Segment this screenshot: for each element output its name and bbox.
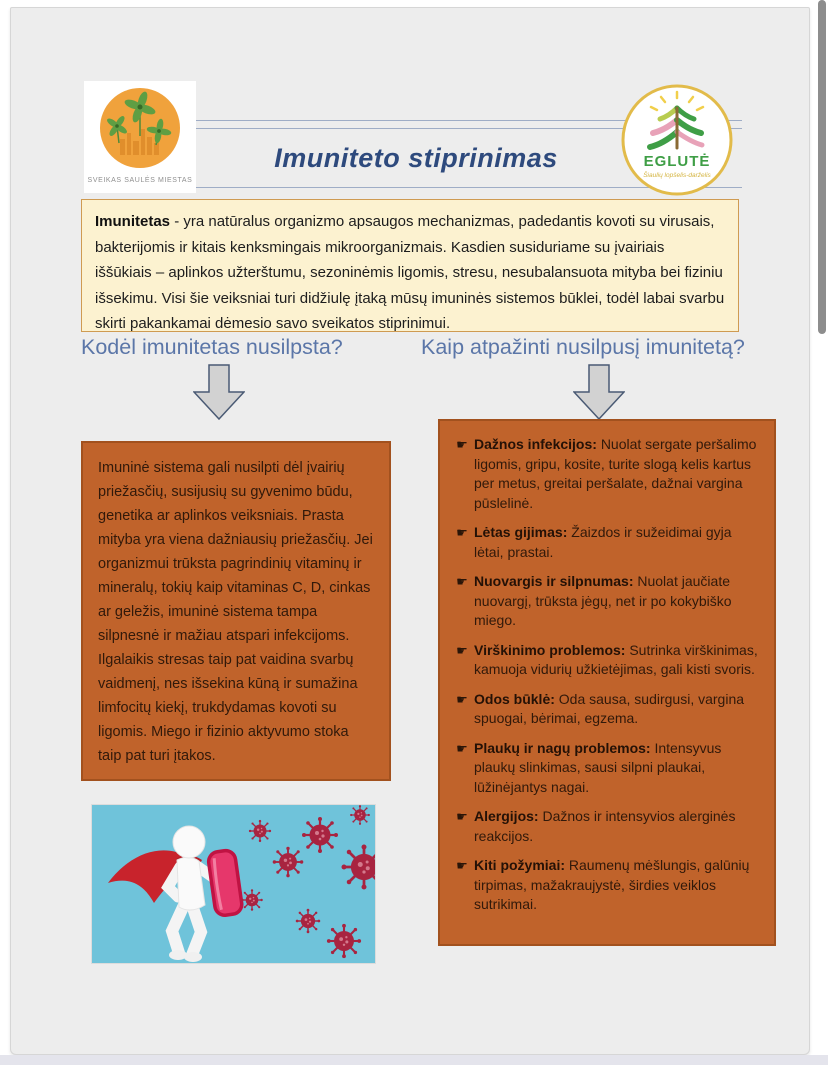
symptom-desc: Sutrinka virškinimas, kamuoja vidurių užkietėjimas, gali kisti svoris.	[474, 641, 758, 677]
intro-box	[81, 199, 739, 332]
symptom-desc: Oda sausa, sudirgusi, vargina spuogai, bėrimai, egzema.	[474, 690, 745, 726]
symptom-text	[474, 523, 762, 562]
symptom-desc: Raumenų mėšlungis, galūnių tirpimas, mažakraujystė, širdies veiklos sutrikimai.	[474, 857, 750, 912]
logo-right-subtitle: Šiaulių lopšelis-darželis	[643, 172, 711, 179]
heading-how-to-recognize: Kaip atpažinti nusilpusį imunitetą?	[421, 335, 745, 359]
pointing-hand-icon: ☛	[456, 574, 468, 589]
symptom-label: Odos būklė:	[474, 690, 555, 707]
symptom-label: Virškinimo problemos:	[474, 641, 626, 658]
symptom-label: Nuovargis ir silpnumas:	[474, 573, 634, 589]
symptoms-box	[438, 419, 776, 946]
list-item	[450, 690, 762, 729]
list-item	[450, 435, 762, 513]
viewer-background	[0, 1055, 828, 1065]
list-item	[450, 807, 762, 846]
intro-lead: Imunitetas	[95, 213, 171, 230]
symptom-text	[474, 807, 762, 846]
symptom-text	[474, 435, 762, 513]
pointing-hand-icon: ☛	[456, 809, 468, 824]
symptom-label: Plaukų ir nagų problemos:	[474, 739, 651, 756]
list-item	[450, 856, 762, 915]
symptom-desc: Dažnos ir intensyvios alerginės reakcijos.	[474, 808, 736, 844]
reasons-box	[81, 441, 391, 781]
figure-vs-virus-illustration	[92, 805, 375, 963]
pointing-hand-icon: ☛	[456, 740, 468, 756]
symptom-desc: Nuolat jaučiate nuovargį, trūksta jėgų, net ir po kokybiško miego.	[474, 573, 732, 628]
symptoms-list	[450, 435, 762, 915]
symptom-desc: Žaizdos ir sužeidimai gyja lėtai, prastai.	[474, 524, 732, 560]
list-item	[450, 739, 762, 798]
immunity-hero-image	[91, 804, 376, 964]
heading-why-weakens: Kodėl imunitetas nusilpsta?	[81, 335, 343, 359]
symptom-text	[474, 641, 762, 680]
logo-left-caption: SVEIKAS SAULĖS MIESTAS	[87, 177, 193, 184]
symptom-text	[474, 856, 762, 915]
symptom-text	[474, 690, 762, 729]
down-arrow-icon	[193, 364, 245, 420]
page-title: Imuniteto stiprinimas	[274, 142, 558, 173]
symptom-label: Alergijos:	[474, 808, 539, 824]
symptom-text	[474, 739, 762, 798]
list-item	[450, 523, 762, 562]
symptom-label: Dažnos infekcijos:	[474, 436, 597, 452]
sveikas-saules-miestas-logo	[84, 81, 196, 193]
document-page	[10, 7, 810, 1055]
scrollbar-thumb[interactable]	[818, 0, 826, 334]
symptom-text	[474, 572, 762, 631]
pointing-hand-icon: ☛	[456, 525, 468, 540]
eglute-logo	[619, 82, 735, 198]
intro-text: - yra natūralus organizmo apsaugos mechanizmas, padedantis kovoti su virusais, bakterijomis ir kitais kenksmingais mikroorganizmais. Kasdien susiduriame su įvairiais iššūkiais – aplinkos užterštumu, sezoninėmis ligomis, stresu, nesubalansuota mityba bei fiziniu išsekimu. Visi šie veiksniai turi didžiulę įtaką mūsų imuninės sistemos būklei, todėl labai svarbu skirti pakankamai dėmesio savo sveikatos stiprinimui.	[95, 213, 725, 332]
list-item	[450, 572, 762, 631]
down-arrow-icon	[573, 364, 625, 420]
reasons-text: Imuninė sistema gali nusilpti dėl įvairių priežasčių, susijusių su gyvenimo būdu, genetika ar aplinkos veiksniais. Prasta mityba yra viena dažniausių priežasčių. Jei organizmui trūksta pagrindinių vitaminų ir mineralų, tokių kaip vitaminas C, D, cinkas ar geležis, imuninė sistema tampa silpnesnė ir mažiau atspari infekcijoms. Ilgalaikis stresas taip pat vaidina svarbų vaidmenį, nes išsekina kūną ir sumažina limfocitų kiekį, trukdydamas kovoti su ligomis. Miego ir fizinio aktyvumo stoka taip pat turi įtakos.	[98, 460, 373, 764]
symptom-label: Lėtas gijimas:	[474, 524, 568, 540]
eglute-tree-icon	[619, 82, 735, 198]
pointing-hand-icon: ☛	[456, 642, 468, 658]
list-item	[450, 641, 762, 680]
logo-right-title: EGLUTĖ	[643, 153, 711, 170]
sun-pinwheel-icon	[84, 81, 196, 193]
symptom-desc: Nuolat sergate peršalimo ligomis, gripu, kosite, turite slogą kelis kartus per metus, greitai peršalate, dažnai vargina pūslelinė.	[474, 436, 757, 511]
pointing-hand-icon: ☛	[456, 858, 468, 873]
pointing-hand-icon: ☛	[456, 691, 468, 707]
pointing-hand-icon: ☛	[456, 437, 468, 452]
symptom-desc: Intensyvus plaukų slinkimas, sausi silpni plaukai, lūžinėjantys nagai.	[474, 739, 722, 795]
symptom-label: Kiti požymiai:	[474, 857, 566, 873]
